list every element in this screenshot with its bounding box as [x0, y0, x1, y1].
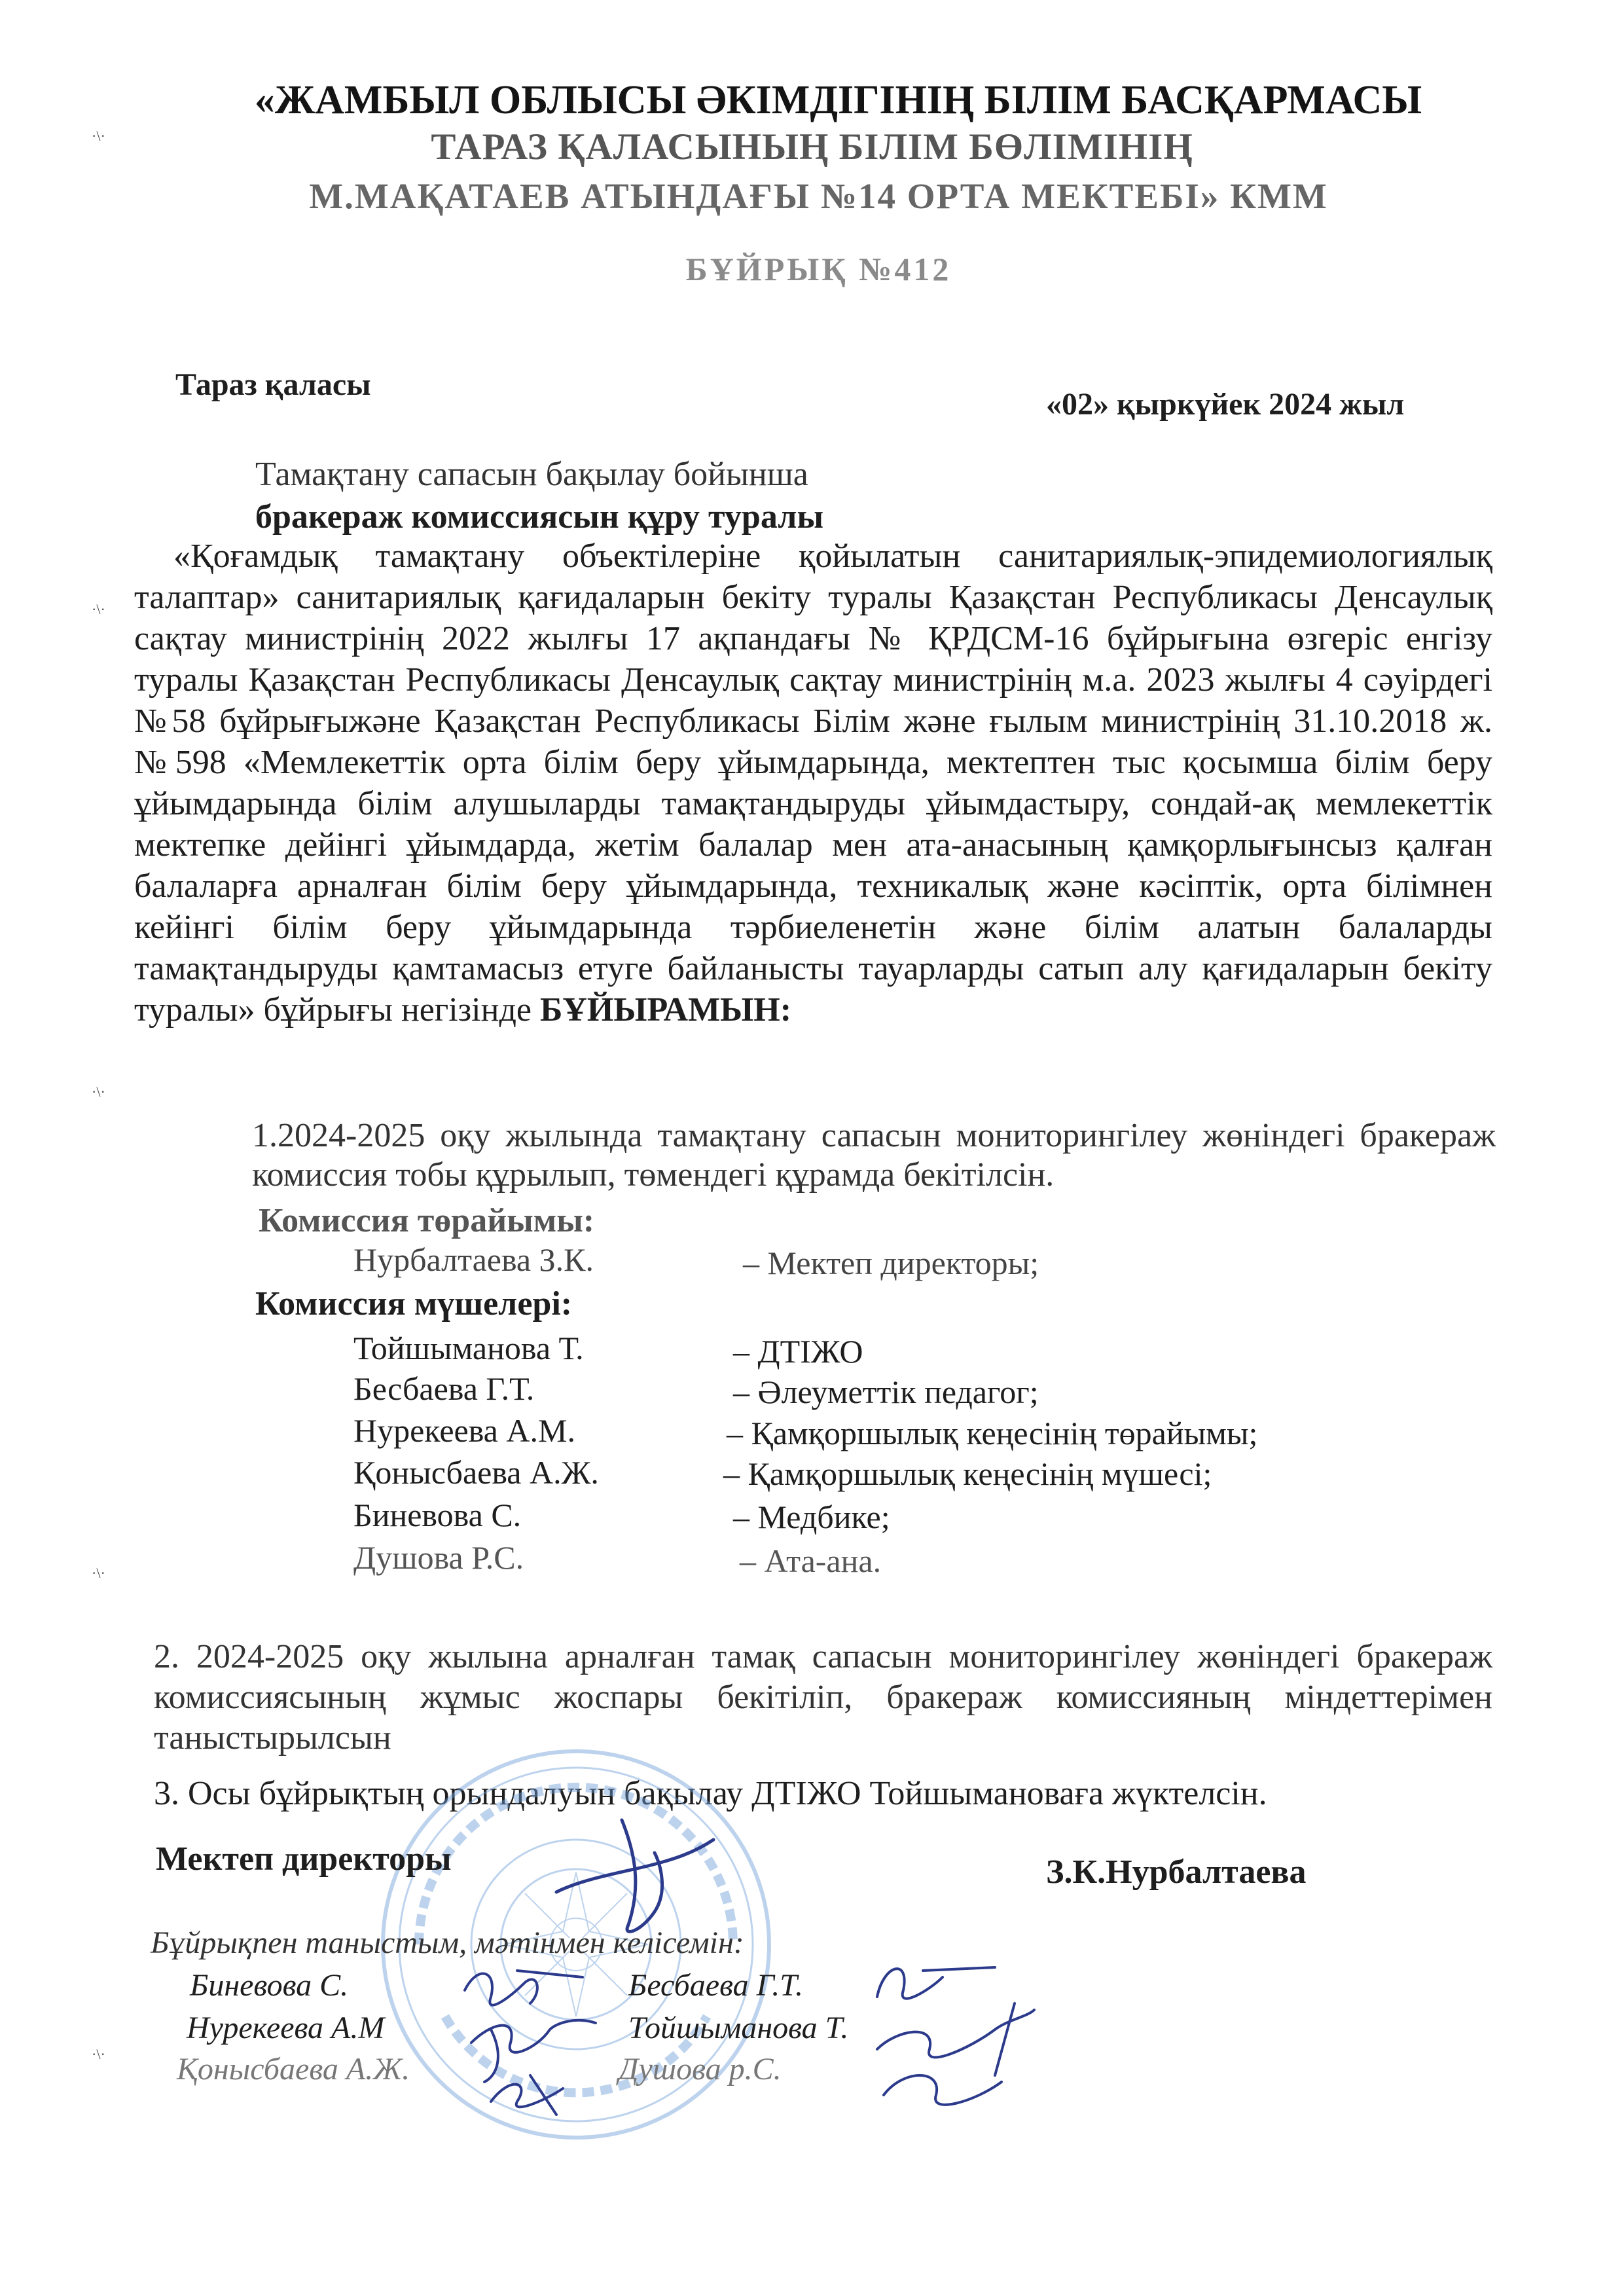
- ack-name-left: Биневова С.: [190, 1968, 349, 2003]
- scan-mark: ·\·: [92, 2046, 105, 2062]
- handwritten-signature: [452, 1951, 615, 2121]
- signatory-name: З.К.Нурбалтаева: [1046, 1853, 1307, 1891]
- signatory-title: Мектеп директоры: [156, 1840, 452, 1878]
- member-role: – Ата-ана.: [740, 1542, 882, 1579]
- preamble-text: «Қоғамдық тамақтану объектілеріне қойылатын санитариялық-эпидемиологиялық талаптар» санитариялық қағидаларын бекіту туралы Қазақстан Республикасы Денсаулық сақтау министрінің 2022 жылғы 17 ақпандағы № ҚРДСМ-16 бұйрығына өзгеріс енгізу туралы Қазақстан Республикасы Денсаулық сақтау министрінің м.а. 2023 жылғы 4 сәуірдегі №58 бұйрығыжәне Қазақстан Республикасы Білім және ғылым министрінің 31.10.2018 ж. №598 «Мемлекеттік орта білім беру ұйымдарында, мектептен тыс қосымша білім беру ұйымдарында білім алушыларды тамақтандыруды ұйымдастыру, сондай-ақ мемлекеттік мектепке дейінгі ұйымдарда, жетім балалар мен ата-анасының қамқорлығынсыз қалған балаларға арналған білім беру ұйымдарында, техникалық және кәсіптік, орта білімнен кейінгі білім беру ұйымдарында тәрбиеленетін және білім алатын балаларды тамақтандыруды қамтамасыз етуге байланысты тауарларды сатып алу қағидаларын бекіту туралы» бұйрығы негізінде: [134, 538, 1492, 1029]
- place: Тараз қаласы: [175, 367, 371, 402]
- subject-line2: бракераж комиссиясын құру туралы: [255, 498, 824, 536]
- subject-line1: Тамақтану сапасын бақылау бойынша: [255, 456, 808, 493]
- ack-name-right: Тойшыманова Т.: [628, 2011, 849, 2045]
- member-name: Биневова С.: [353, 1497, 522, 1533]
- ack-name-left: Қонысбаева А.Ж.: [177, 2052, 410, 2086]
- member-name: Қонысбаева А.Ж.: [353, 1454, 599, 1491]
- ack-name-right: Душова р.С.: [619, 2052, 782, 2086]
- member-role: – Қамқоршылық кеңесінің төрайымы;: [727, 1415, 1258, 1451]
- member-name: Тойшыманова Т.: [353, 1330, 584, 1366]
- scan-mark: ·\·: [92, 601, 105, 617]
- chair-role: – Мектеп директоры;: [743, 1245, 1039, 1281]
- scan-mark: ·\·: [92, 1084, 105, 1100]
- member-role: – Әлеуметтік педагог;: [733, 1374, 1039, 1410]
- ack-name-left: Нурекеева А.М: [187, 2011, 385, 2045]
- command-word: БҰЙЫРАМЫН:: [540, 991, 792, 1029]
- member-role: – ДТІЖО: [733, 1333, 863, 1370]
- order-item-1: 1.2024-2025 оқу жылында тамақтану сапасын мониторингілеу жөніндегі бракераж комиссия тобы құрылып, төмендегі құрамда бекітілсін.: [252, 1117, 1496, 1194]
- preamble: [134, 536, 1492, 1030]
- org-name-line1: «ЖАМБЫЛ ОБЛЫСЫ ӘКІМДІГІНІҢ БІЛІМ БАСҚАРМАСЫ: [254, 78, 1422, 122]
- order-item-2: 2. 2024-2025 оқу жылына арналған тамақ сапасын мониторингілеу жөніндегі бракераж комиссиясының жұмыс жоспары бекітіліп, бракераж комиссияның міндеттерімен таныстырылсын: [154, 1638, 1492, 1757]
- scan-mark: ·\·: [92, 1565, 105, 1581]
- order-date: «02» қыркүйек 2024 жыл: [1046, 387, 1405, 422]
- chair-label: Комиссия төрайымы:: [259, 1202, 595, 1239]
- order-item-3: 3. Осы бұйрықтың орындалуын бақылау ДТІЖО Тойшымановаға жүктелсін.: [154, 1775, 1267, 1812]
- scan-mark: ·\·: [92, 128, 105, 144]
- member-name: Нурекеева А.М.: [353, 1412, 575, 1449]
- members-label: Комиссия мүшелері:: [255, 1285, 573, 1322]
- order-title: БҰЙРЫҚ №412: [685, 251, 952, 287]
- member-role: – Қамқоршылық кеңесінің мүшесі;: [723, 1455, 1212, 1492]
- org-name-line2: ТАРАЗ ҚАЛАСЫНЫҢ БІЛІМ БӨЛІМІНІҢ: [431, 126, 1193, 168]
- member-name: Душова Р.С.: [353, 1539, 524, 1576]
- member-role: – Медбике;: [733, 1499, 890, 1535]
- member-name: Бесбаева Г.Т.: [353, 1370, 535, 1407]
- chair-name: Нурбалтаева З.К.: [353, 1241, 594, 1278]
- acknowledgement-label: Бұйрықпен таныстым, мәтінмен келісемін:: [151, 1925, 744, 1960]
- ack-name-right: Бесбаева Г.Т.: [628, 1968, 803, 2003]
- handwritten-signature: [864, 1951, 1047, 2121]
- org-name-line3: М.МАҚАТАЕВ АТЫНДАҒЫ №14 ОРТА МЕКТЕБІ» КММ: [309, 176, 1328, 216]
